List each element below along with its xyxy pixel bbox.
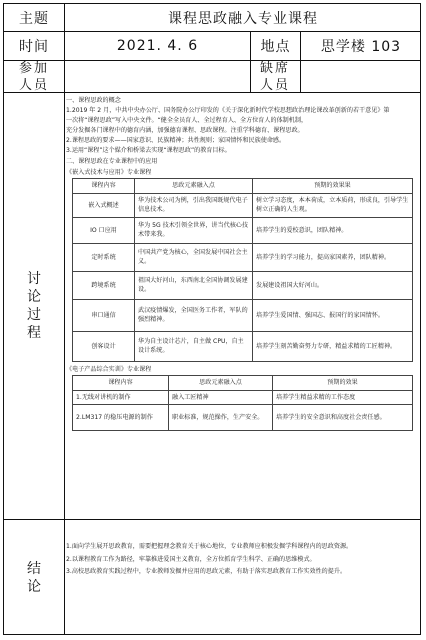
attendees-value — [65, 61, 250, 92]
table-cell: 华为 5G 技术引领全世界，讲当代核心技术带来我。 — [135, 217, 253, 243]
conclusion-line: 2.以课程教育工作为路径，牢靠推进爱国主义教育，全方位抓育学生科学、正确的思维模式。 — [66, 555, 316, 563]
table-cell: 培养学生的学习能力，提高家国素养，团队精神。 — [253, 243, 413, 271]
conclusion-line: 1.面向学生展开思政教育，需要把握理念教育关于核心地位，专业教师应积极发掘学科课程内的思政资源。 — [66, 543, 353, 550]
table-row — [73, 217, 413, 243]
table-row — [73, 390, 413, 404]
table-header-row — [73, 375, 413, 390]
topic-label: 主题 — [19, 10, 49, 27]
column-divider — [64, 3, 65, 635]
table1-caption: 《嵌入式技术与应用》专业课程 — [66, 168, 152, 176]
discussion-line: 1.2019 年 2 月，中共中央办公厅、国务院办公厅印发的《关于深化新时代学校思想政治理论课改革创新的若干意见》第 — [66, 107, 390, 115]
discussion-label-char: 程 — [27, 325, 41, 341]
table-cell: 树立学习态度，本本荷成，立本质荷，形成良，引导学生树立正确的人生观。 — [253, 193, 413, 217]
time-label: 时间 — [19, 39, 49, 55]
table-row — [73, 193, 413, 217]
table-cell: 华为技术公司为例，引出我国既规代电子信息技术。 — [135, 193, 253, 217]
table-cell: 融入工匠精神 — [169, 390, 273, 404]
course-table-embedded — [72, 178, 413, 362]
conclusion-content — [66, 541, 416, 579]
row-divider — [3, 519, 421, 520]
table-cell: 培养学生刻苦勤奋努力专研，精益求精的工匠精神。 — [253, 331, 413, 361]
discussion-line: 充分发掘各门课程中的德育内涵，加强德育课程、思政课程。注重学科德育、课程思政。 — [66, 127, 304, 135]
table-cell: IO 口应用 — [73, 217, 135, 243]
table-cell: 祖国大好河山，东西南北全国协调发展建设。 — [135, 271, 253, 299]
table-cell: 中国共产党为核心，全国发展中国社会主义。 — [135, 243, 253, 271]
table-cell: 培养学生的安全意识和高度社会责任感。 — [273, 404, 413, 430]
table-cell: 培养学生的爱校意识，团队精神。 — [253, 217, 413, 243]
table-header-cell: 思政元素融入点 — [169, 375, 273, 390]
table-cell: 定时系统 — [73, 243, 135, 271]
table-header-cell: 课程内容 — [73, 178, 135, 193]
table-row — [73, 331, 413, 361]
conclusion-label-char: 论 — [27, 578, 41, 595]
discussion-line: 一、课程思政的概念 — [66, 97, 121, 104]
table-header-row — [73, 178, 413, 193]
course-table-electronics — [72, 375, 413, 431]
table-header-cell: 课程内容 — [73, 375, 169, 390]
row-divider — [3, 92, 421, 93]
table-cell: 武汉疫情爆发，全国医务工作者，军队的强烈精神。 — [135, 299, 253, 331]
place-label: 地点 — [260, 39, 291, 55]
conclusion-label — [4, 520, 64, 635]
discussion-label-char: 过 — [27, 307, 41, 323]
table-header-cell: 思政元素融入点 — [135, 178, 253, 193]
discussion-label — [4, 93, 64, 519]
attendees-label: 参加人员 — [18, 60, 49, 93]
conclusion-line: 3.高校思政教育实践过程中，专业教师发掘并应用的思政元素，有助于落实思政教育工作实效性的提升。 — [66, 568, 347, 575]
discussion-line: 一次将“课程思政”写入中央文件。“健全全员育人、全过程育人、全方位育人的体制机制， — [66, 117, 308, 125]
topic-value: 课程思政融入专业课程 — [168, 10, 318, 27]
table-header-cell: 预期的效果 — [273, 375, 413, 390]
table-header-cell: 预期的效果果 — [253, 178, 413, 193]
conclusion-label-char: 结 — [27, 560, 41, 577]
absent-value — [301, 61, 421, 92]
discussion-line: 二、课程思政在专业课程中的应用 — [66, 157, 158, 165]
discussion-line: 3.运用“课程”这个媒介和桥梁去实现“课程思政”的教育目标。 — [66, 147, 231, 155]
place-value: 思学楼 103 — [320, 39, 402, 55]
discussion-content — [66, 96, 416, 431]
table2-caption: 《电子产品综合实训》专业课程 — [66, 365, 152, 373]
table-cell: 培养学生爱国情、强国志、报国行的家国情怀。 — [253, 299, 413, 331]
table-cell: 创客设计 — [73, 331, 135, 361]
table-cell: 2.LM317 的稳压电源的制作 — [73, 404, 169, 430]
table-cell: 培养学生精益求精的工作态度 — [273, 390, 413, 404]
discussion-label-char: 讨 — [27, 271, 41, 287]
table-row — [73, 243, 413, 271]
discussion-line: 2.课程思政的要求——国家意识、民族精神；共性规则；家国情怀和民族使命感。 — [66, 137, 286, 145]
table-cell: 1.无线对讲机的制作 — [73, 390, 169, 404]
time-value: 2021. 4. 6 — [116, 38, 199, 54]
discussion-label-char: 论 — [27, 289, 41, 305]
table-cell: 职业标准，规范操作，生产安全。 — [169, 404, 273, 430]
table-row — [73, 271, 413, 299]
table-cell: 发展建设祖国大好河山。 — [253, 271, 413, 299]
table-cell: 串口通信 — [73, 299, 135, 331]
absent-label: 缺席人员 — [260, 60, 291, 93]
table-cell: 嵌入式概述 — [73, 193, 135, 217]
table-row — [73, 299, 413, 331]
table-row — [73, 404, 413, 430]
table-cell: 跨境系统 — [73, 271, 135, 299]
table-cell: 华为自主设计芯片，自主做 CPU，自主设计系统。 — [135, 331, 253, 361]
